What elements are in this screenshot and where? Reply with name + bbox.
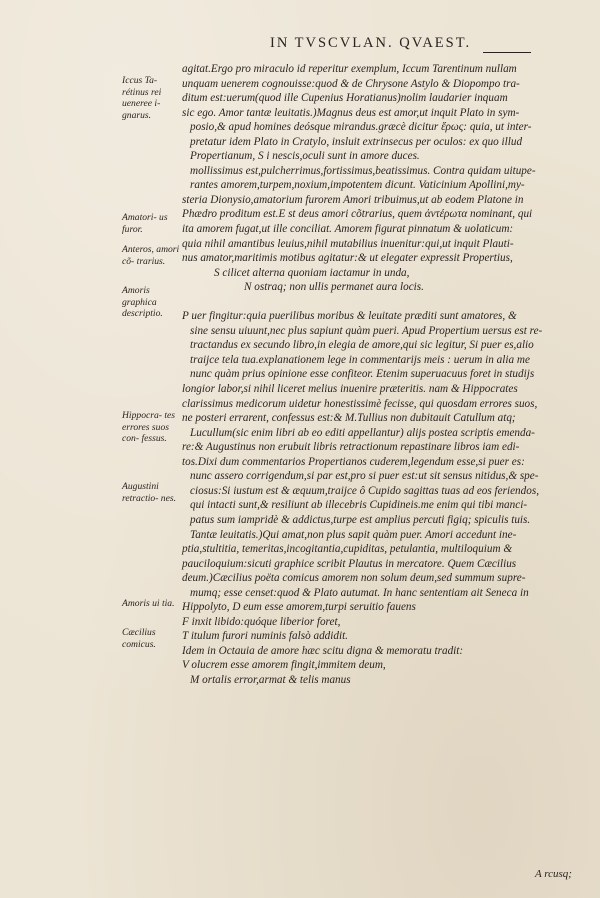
text-line: agitat.Ergo pro miraculo id reperitur exemplum, Iccum Tarentinum nullam — [182, 63, 517, 75]
text-line: ne posteri errarent, confessus est:& M.Tullius non dubitauit Catullum atq; — [182, 412, 516, 425]
margin-note: Amatori- us furor. — [122, 212, 168, 235]
text-line: tractandus ex secundo libro,in elegia de amore,qui sic legitur, Si puer es,alio — [190, 339, 534, 352]
text-line: ptia,stultitia, temeritas,incogitantia,cupiditas, petulantia, multiloquium & — [182, 543, 513, 556]
text-line: mumq; esse censet:quod & Plato autumat. In hanc sententiam ait Seneca in — [190, 586, 529, 599]
text-line: Propertianum, S i nescis,oculi sunt in amore duces. — [190, 150, 420, 163]
text-line: clarissimus medicorum uidetur honestissimè fecisse, qui quosdam errores suos, — [182, 397, 538, 410]
text-line: sic ego. Amor tantæ leuitatis.)Magnus deus est amor,ut inquit Plato in sym- — [182, 106, 520, 119]
text-line: ciosus:Si iustum est & æquum,traijce ô Cupido sagittas tuas ad eos feriendos, — [190, 484, 539, 497]
text-line: qui intacti sunt,& resiliunt ab illecebris Cupidineis.me enim qui tibi manci- — [190, 499, 528, 512]
margin-note: Iccus Ta- rétinus rei ueneree i- gnarus. — [122, 75, 162, 121]
text-line: mollissimus est,pulcherrimus,fortissimus,beatissimus. Contra quidam uitupe- — [190, 164, 536, 177]
verse-line: Idem in Octauia de amore hæc scitu digna & memoratu tradit: — [182, 644, 464, 657]
text-line: quia nihil amantibus leuius,nihil mutabilius inuenitur:qui,ut inquit Plauti- — [182, 237, 514, 250]
header-rule — [483, 52, 531, 53]
catchword: A rcusq; — [535, 868, 572, 880]
margin-note: Augustini retractio- nes. — [122, 481, 176, 504]
text-line: re:& Augustinus non erubuit libris retractionum repastinare libros iam edi- — [182, 441, 520, 454]
text-line: tos.Dixi dum commentarios Propertianos cuderem,legendum esse,si puer es: — [182, 455, 525, 468]
text-line: patus sum iampridè & addictus,turpe est amplius percuti figiq; spiculis tuis. — [190, 513, 531, 526]
text-line: nunc assero corrigendum,si par est,pro si puer est:ut sit sensus nitidus,& spe- — [190, 470, 539, 483]
verse-line: N ostraq; non ullis permanet aura locis. — [244, 281, 424, 294]
text-line: Phædro proditum est.E st deus amori cõtrarius, quem ἀντέρωτα nominant, qui — [182, 208, 533, 221]
blank-line — [120, 295, 580, 310]
text-line: traijce tela tua.explanationem lege in commentarijs meis : uerum in alia me — [190, 353, 530, 366]
text-line: Lucullum(sic enim libri ab eo editi appellantur) alijs postea scriptis emenda- — [190, 426, 535, 439]
text-line: rantes amorem,turpem,noxium,impotentem dicunt. Vaticinium Apollini,my- — [190, 179, 525, 192]
margin-note: Anteros, amori cõ- trarius. — [122, 244, 180, 267]
text-line: sine sensu uiuunt,nec plus sapiunt quàm pueri. Apud Propertium uersus est re- — [190, 324, 543, 337]
verse-line: S cilicet alterna quoniam iactamur in unda, — [214, 266, 410, 279]
verse-line — [120, 688, 580, 703]
text-line: deum.)Cæcilius poëta comicus amorem non solum deum,sed summum supre- — [182, 572, 526, 585]
text-line: Hippolyto, D eum esse amorem,turpi seruitio fauens — [182, 601, 416, 614]
margin-note: Amoris ui tia. — [122, 598, 175, 609]
running-header: IN TVSCVLAN. QVAEST. — [270, 35, 472, 51]
text-line: nunc quàm prius opinione esse confiteor. Etenim superuacuus foret in studijs — [190, 368, 535, 381]
text-line: posio,& apud homines deósque mirandus.græcè dicitur ἔρως: quia, ut inter- — [190, 121, 532, 134]
text-line: pauciloquium:sicuti graphice scribit Plautus in mercatore. Quem Cæcilius — [182, 557, 517, 570]
margin-note: Cæcilius comicus. — [122, 627, 156, 650]
text-line: P uer fingitur:quia puerilibus moribus & leuitate præditi sunt amatores, & — [182, 310, 517, 323]
text-line: F inxit libido:quóque liberior foret, — [182, 615, 341, 628]
main-text — [120, 62, 580, 702]
text-line: V olucrem esse amorem fingit,immitem deum, — [182, 659, 386, 672]
text-line: ditum est:uerum(quod ille Cupenius Horatianus)nolim laudarier inquam — [182, 92, 508, 105]
text-line: nus amator,maritimis motibus agitatur:& ut elegater expressit Propertius, — [182, 252, 513, 265]
text-line: Tantæ leuitatis.)Qui amat,non plus sapit quàm puer. Amori accedunt ine- — [190, 528, 517, 541]
verse-line: M ortalis error,armat & telis manus — [190, 673, 351, 686]
text-line: ita amorem fugat,ut ille conciliat. Amorem figurat pinnatum & uolaticum: — [182, 223, 514, 236]
text-line: pretatur idem Plato in Cratylo, insluit extrinsecus per oculos: ex quo illud — [190, 135, 523, 148]
text-line: longior labor,si nihil liceret melius inuenire præteritis. nam & Hippocrates — [182, 383, 518, 396]
text-line: steria Dionysio,amatorium furorem Amori tribuimus,ut ab eodem Platone in — [182, 193, 524, 206]
verse-line: T itulum furori numinis falsò addidit. — [182, 630, 348, 643]
margin-note: Amoris graphica descriptio. — [122, 285, 163, 319]
margin-note: Hippocra- tes errores suos con- fessus. — [122, 410, 176, 444]
text-line: unquam uenerem cognouisse:quod & de Chrysone Astylo & Diopompo tra- — [182, 77, 520, 90]
